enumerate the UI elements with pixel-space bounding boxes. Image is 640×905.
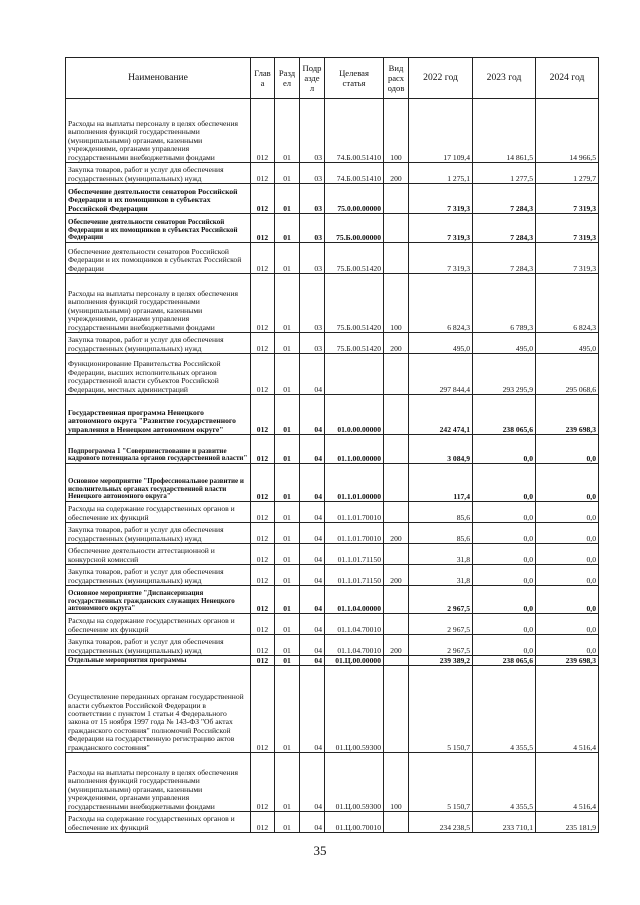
row-name: Осуществление переданных органам государственной власти субъектов Российской Федерации в соответствии с пунктом 1 статьи 4 Федерального закона от 15 ноября 1997 года № 143-ФЗ "Об актах гражданского состояния" полномочий Российской Федерации на государственную регистрацию актов гражданского состояния" [66,666,251,753]
target-cell: 75.Б.00.51420 [325,243,384,274]
section-cell: 01 [275,333,300,354]
exp-type-cell: 200 [384,523,409,544]
row-name: Закупка товаров, работ и услуг для обеспечения государственных (муниципальных) нужд [66,523,251,544]
header-subsection: Подр азде л [300,58,325,99]
target-cell: 01.1.01.70010 [325,523,384,544]
amount-2022: 239 389,2 [409,656,473,666]
amount-2022: 297 844,4 [409,354,473,395]
target-cell: 74.Б.00.51410 [325,99,384,163]
chapter-cell: 012 [251,586,275,614]
row-name: Обеспечение деятельности сенаторов Российской Федерации и их помощников в субъектах Российской Федерации [66,243,251,274]
amount-2024: 7 319,3 [536,243,599,274]
amount-2023: 7 284,3 [473,243,536,274]
exp-type-cell: 100 [384,753,409,812]
amount-2024: 239 698,3 [536,656,599,666]
row-name: Обеспечение деятельности аттестационной и конкурсной комиссий [66,544,251,565]
section-cell: 01 [275,635,300,656]
amount-2023: 0,0 [473,635,536,656]
amount-2022: 6 824,3 [409,274,473,333]
amount-2023: 0,0 [473,586,536,614]
subsection-cell: 04 [300,666,325,753]
subsection-cell: 03 [300,99,325,163]
row-name: Государственная программа Ненецкого автономного округа "Развитие государственного управления в Ненецком автономном округе" [66,395,251,435]
exp-type-cell [384,243,409,274]
amount-2023: 1 277,5 [473,163,536,184]
subsection-cell: 04 [300,435,325,464]
target-cell: 75.Б.00.51420 [325,333,384,354]
section-cell: 01 [275,214,300,243]
amount-2023: 0,0 [473,565,536,586]
target-cell: 01.1.01.70010 [325,502,384,523]
amount-2024: 0,0 [536,435,599,464]
section-cell: 01 [275,586,300,614]
header-2022: 2022 год [409,58,473,99]
row-name: Обеспечение деятельности сенаторов Российской Федерации и их помощников в субъектах Российской Федерации [66,184,251,214]
exp-type-cell: 100 [384,99,409,163]
target-cell: 01.1.04.70010 [325,635,384,656]
row-name: Закупка товаров, работ и услуг для обеспечения государственных (муниципальных) нужд [66,635,251,656]
subsection-cell: 03 [300,333,325,354]
header-section: Разд ел [275,58,300,99]
chapter-cell: 012 [251,163,275,184]
exp-type-cell [384,354,409,395]
amount-2022: 7 319,3 [409,243,473,274]
amount-2022: 234 238,5 [409,812,473,833]
section-cell: 01 [275,656,300,666]
target-cell: 75.Б.00.00000 [325,214,384,243]
header-2024: 2024 год [536,58,599,99]
table-row [66,544,599,565]
amount-2023: 233 710,1 [473,812,536,833]
subsection-cell: 04 [300,354,325,395]
amount-2022: 495,0 [409,333,473,354]
exp-type-cell: 200 [384,635,409,656]
table-row [66,395,599,435]
table-row [66,99,599,163]
amount-2024: 1 279,7 [536,163,599,184]
amount-2024: 6 824,3 [536,274,599,333]
budget-table [65,57,599,833]
subsection-cell: 04 [300,656,325,666]
row-name: Основное мероприятие "Диспансеризация государственных гражданских служащих Ненецкого автономного округа" [66,586,251,614]
table-row [66,666,599,753]
target-cell: 01.1.00.00000 [325,435,384,464]
amount-2023: 7 284,3 [473,214,536,243]
amount-2024: 0,0 [536,635,599,656]
chapter-cell: 012 [251,523,275,544]
subsection-cell: 04 [300,395,325,435]
table-row [66,586,599,614]
table-row [66,184,599,214]
amount-2022: 7 319,3 [409,214,473,243]
target-cell: 01.1.01.71150 [325,544,384,565]
chapter-cell: 012 [251,502,275,523]
chapter-cell: 012 [251,214,275,243]
chapter-cell: 012 [251,812,275,833]
chapter-cell: 012 [251,565,275,586]
amount-2023: 0,0 [473,435,536,464]
chapter-cell: 012 [251,666,275,753]
amount-2024: 0,0 [536,586,599,614]
subsection-cell: 03 [300,163,325,184]
row-name: Функционирование Правительства Российской Федерации, высших исполнительных органов государственной власти субъектов Российской Федерации, местных администраций [66,354,251,395]
section-cell: 01 [275,99,300,163]
section-cell: 01 [275,523,300,544]
amount-2024: 0,0 [536,614,599,635]
table-row [66,243,599,274]
exp-type-cell [384,502,409,523]
table-row [66,614,599,635]
amount-2024: 495,0 [536,333,599,354]
section-cell: 01 [275,565,300,586]
section-cell: 01 [275,243,300,274]
table-row [66,333,599,354]
exp-type-cell: 200 [384,333,409,354]
subsection-cell: 04 [300,502,325,523]
chapter-cell: 012 [251,435,275,464]
table-row [66,812,599,833]
exp-type-cell [384,435,409,464]
amount-2022: 5 150,7 [409,666,473,753]
section-cell: 01 [275,435,300,464]
amount-2024: 0,0 [536,544,599,565]
section-cell: 01 [275,812,300,833]
header-exp-type: Вид расх одов [384,58,409,99]
header-chapter: Глав а [251,58,275,99]
header-name: Наименование [66,58,251,99]
section-cell: 01 [275,163,300,184]
amount-2024: 295 068,6 [536,354,599,395]
target-cell: 01.1.01.00000 [325,464,384,502]
target-cell: 01.Ц.00.59300 [325,753,384,812]
chapter-cell: 012 [251,243,275,274]
section-cell: 01 [275,666,300,753]
exp-type-cell [384,586,409,614]
section-cell: 01 [275,502,300,523]
chapter-cell: 012 [251,274,275,333]
amount-2023: 293 295,9 [473,354,536,395]
exp-type-cell: 200 [384,163,409,184]
amount-2024: 0,0 [536,464,599,502]
target-cell: 01.Ц.00.70010 [325,812,384,833]
amount-2024: 14 966,5 [536,99,599,163]
amount-2022: 7 319,3 [409,184,473,214]
table-row [66,523,599,544]
row-name: Обеспечение деятельности сенаторов Российской Федерации и их помощников в субъектах Российской Федерации [66,214,251,243]
exp-type-cell [384,544,409,565]
row-name: Расходы на содержание государственных органов и обеспечение их функций [66,614,251,635]
amount-2022: 85,6 [409,523,473,544]
chapter-cell: 012 [251,656,275,666]
subsection-cell: 04 [300,812,325,833]
amount-2022: 1 275,1 [409,163,473,184]
exp-type-cell [384,214,409,243]
amount-2022: 117,4 [409,464,473,502]
target-cell: 01.1.01.71150 [325,565,384,586]
header-target: Целевая статья [325,58,384,99]
table-row [66,163,599,184]
amount-2024: 4 516,4 [536,666,599,753]
target-cell: 01.1.04.00000 [325,586,384,614]
table-row [66,354,599,395]
target-cell: 01.1.04.70010 [325,614,384,635]
amount-2024: 7 319,3 [536,214,599,243]
target-cell: 01.Ц.00.00000 [325,656,384,666]
table-row [66,274,599,333]
amount-2023: 238 065,6 [473,395,536,435]
page-number: 35 [313,843,327,858]
target-cell: 01.0.00.00000 [325,395,384,435]
amount-2022: 242 474,1 [409,395,473,435]
subsection-cell: 04 [300,635,325,656]
amount-2023: 495,0 [473,333,536,354]
target-cell: 75.0.00.00000 [325,184,384,214]
amount-2024: 7 319,3 [536,184,599,214]
amount-2023: 7 284,3 [473,184,536,214]
amount-2023: 14 861,5 [473,99,536,163]
amount-2022: 17 109,4 [409,99,473,163]
amount-2024: 0,0 [536,523,599,544]
amount-2023: 0,0 [473,464,536,502]
section-cell: 01 [275,464,300,502]
amount-2023: 0,0 [473,544,536,565]
amount-2024: 0,0 [536,502,599,523]
amount-2022: 31,8 [409,565,473,586]
amount-2022: 5 150,7 [409,753,473,812]
exp-type-cell [384,464,409,502]
amount-2023: 4 355,5 [473,666,536,753]
row-name: Закупка товаров, работ и услуг для обеспечения государственных (муниципальных) нужд [66,333,251,354]
amount-2024: 239 698,3 [536,395,599,435]
amount-2023: 4 355,5 [473,753,536,812]
subsection-cell: 04 [300,565,325,586]
chapter-cell: 012 [251,614,275,635]
amount-2022: 3 084,9 [409,435,473,464]
table-row [66,502,599,523]
exp-type-cell [384,656,409,666]
chapter-cell: 012 [251,635,275,656]
table-row [66,214,599,243]
amount-2022: 2 967,5 [409,586,473,614]
target-cell: 75.Б.00.51420 [325,274,384,333]
target-cell: 74.Б.00.51410 [325,163,384,184]
row-name: Закупка товаров, работ и услуг для обеспечения государственных (муниципальных) нужд [66,565,251,586]
chapter-cell: 012 [251,544,275,565]
amount-2022: 31,8 [409,544,473,565]
section-cell: 01 [275,274,300,333]
exp-type-cell: 200 [384,565,409,586]
subsection-cell: 04 [300,523,325,544]
row-name: Отдельные мероприятия программы [66,656,251,666]
subsection-cell: 04 [300,614,325,635]
exp-type-cell [384,184,409,214]
amount-2024: 235 181,9 [536,812,599,833]
amount-2022: 2 967,5 [409,635,473,656]
amount-2023: 238 065,6 [473,656,536,666]
chapter-cell: 012 [251,99,275,163]
row-name: Закупка товаров, работ и услуг для обеспечения государственных (муниципальных) нужд [66,163,251,184]
table-row [66,656,599,666]
section-cell: 01 [275,354,300,395]
row-name: Расходы на выплаты персоналу в целях обеспечения выполнения функций государственными (муниципальными) органами, казенными учреждениями, органами управления государственными внебюджетными фондами [66,99,251,163]
section-cell: 01 [275,614,300,635]
chapter-cell: 012 [251,184,275,214]
exp-type-cell [384,614,409,635]
amount-2024: 0,0 [536,565,599,586]
table-header-row [66,58,599,99]
subsection-cell: 03 [300,274,325,333]
row-name: Основное мероприятие "Профессиональное развитие и исполнительных органах государственной власти Ненецкого автономного округа" [66,464,251,502]
subsection-cell: 03 [300,184,325,214]
amount-2024: 4 516,4 [536,753,599,812]
section-cell: 01 [275,184,300,214]
chapter-cell: 012 [251,464,275,502]
target-cell [325,354,384,395]
amount-2023: 0,0 [473,523,536,544]
amount-2022: 85,6 [409,502,473,523]
exp-type-cell [384,666,409,753]
row-name: Расходы на содержание государственных органов и обеспечение их функций [66,812,251,833]
table-row [66,435,599,464]
exp-type-cell [384,395,409,435]
table-body [66,99,599,833]
table-row [66,753,599,812]
row-name: Расходы на выплаты персоналу в целях обеспечения выполнения функций государственными (муниципальными) органами, казенными учреждениями, органами управления государственными внебюджетными фондами [66,753,251,812]
table-row [66,635,599,656]
amount-2023: 0,0 [473,502,536,523]
table-row [66,464,599,502]
row-name: Расходы на содержание государственных органов и обеспечение их функций [66,502,251,523]
header-2023: 2023 год [473,58,536,99]
section-cell: 01 [275,753,300,812]
section-cell: 01 [275,544,300,565]
subsection-cell: 04 [300,544,325,565]
exp-type-cell [384,812,409,833]
chapter-cell: 012 [251,354,275,395]
subsection-cell: 03 [300,214,325,243]
amount-2022: 2 967,5 [409,614,473,635]
target-cell: 01.Ц.00.59300 [325,666,384,753]
chapter-cell: 012 [251,395,275,435]
exp-type-cell: 100 [384,274,409,333]
chapter-cell: 012 [251,753,275,812]
row-name: Подпрограмма 1 "Совершенствование и развитие кадрового потенциала органов государственной власти" [66,435,251,464]
table-row [66,565,599,586]
subsection-cell: 04 [300,464,325,502]
subsection-cell: 04 [300,753,325,812]
subsection-cell: 03 [300,243,325,274]
row-name: Расходы на выплаты персоналу в целях обеспечения выполнения функций государственными (муниципальными) органами, казенными учреждениями, органами управления государственными внебюджетными фондами [66,274,251,333]
amount-2023: 0,0 [473,614,536,635]
subsection-cell: 04 [300,586,325,614]
section-cell: 01 [275,395,300,435]
amount-2023: 6 789,3 [473,274,536,333]
chapter-cell: 012 [251,333,275,354]
